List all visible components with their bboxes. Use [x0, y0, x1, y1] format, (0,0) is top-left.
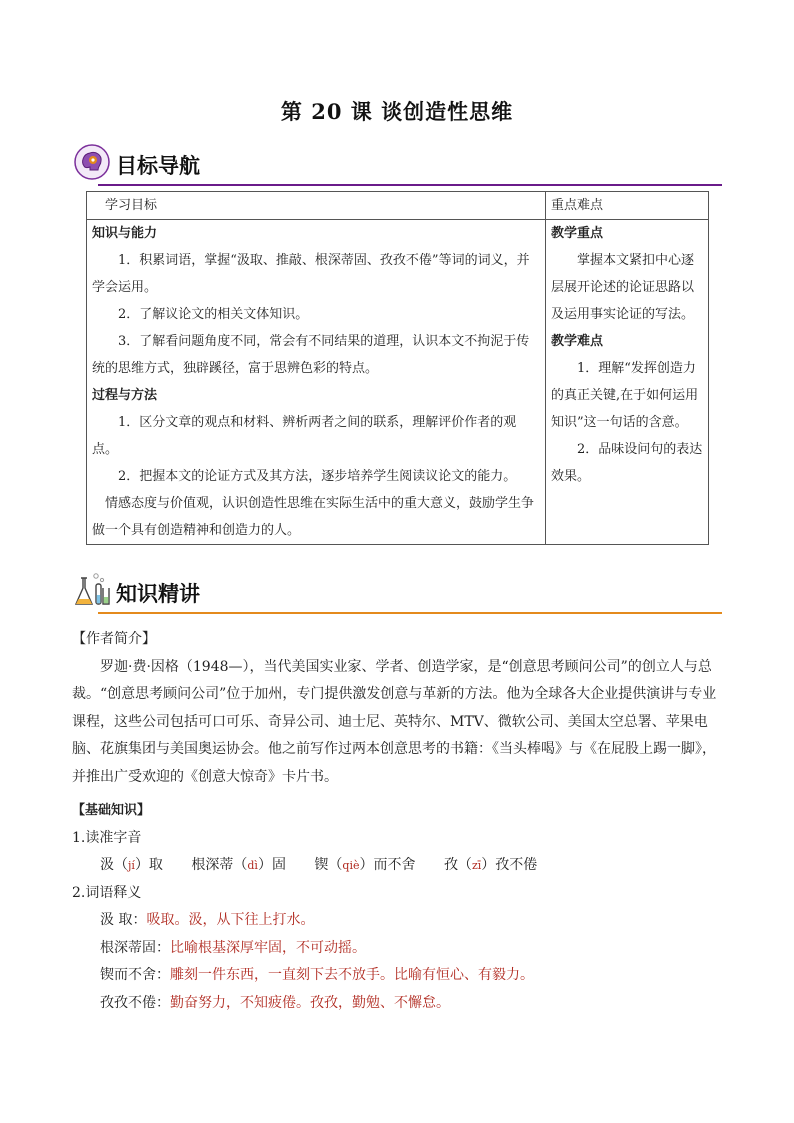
divider	[98, 612, 722, 614]
section-title-goals: 目标导航	[116, 154, 200, 178]
paragraph: 1．积累词语，掌握“汲取、推敲、根深蒂固、孜孜不倦”等词的词义，并学会运用。	[92, 253, 530, 295]
pronunciation-list	[72, 852, 724, 880]
paragraph: 2．把握本文的论证方式及其方法，逐步培养学生阅读议论文的能力。	[118, 469, 517, 484]
definition: 勤奋努力，不知疲倦。孜孜，勤勉、不懈怠。	[170, 994, 450, 1011]
table-header-key-points: 重点难点	[546, 192, 709, 220]
table-row	[87, 192, 709, 220]
subheading: 知识与能力	[92, 226, 158, 241]
paragraph: 1．区分文章的观点和材料、辨析两者之间的联系，理解评价作者的观点。	[92, 415, 517, 457]
definition-item	[72, 907, 724, 935]
section-header-goals	[72, 142, 722, 186]
question-pronunciation: 1.读准字音	[72, 829, 142, 846]
divider	[98, 184, 722, 186]
table-row	[87, 220, 709, 545]
pinyin: dì	[247, 859, 258, 872]
author-heading: 【作者简介】	[72, 631, 156, 647]
definition-item	[72, 935, 724, 963]
definition-item	[72, 962, 724, 990]
definition: 吸取。汲，从下往上打水。	[146, 912, 315, 928]
table-header-goals: 学习目标	[87, 192, 546, 220]
author-intro	[72, 626, 724, 791]
section-header-knowledge	[72, 570, 722, 614]
lab-flask-icon	[72, 570, 112, 610]
page-title: 第 20 课 谈创造性思维	[280, 99, 514, 124]
basics-heading: 【基础知识】	[72, 803, 151, 818]
pinyin: qiè	[342, 859, 360, 872]
paragraph: 2．了解议论文的相关文体知识。	[118, 307, 309, 322]
pinyin: jí	[128, 859, 135, 872]
brain-gear-icon	[72, 142, 112, 182]
pinyin: zī	[471, 859, 482, 872]
pronunciation-item: 锲（qiè）而不舍	[314, 857, 416, 873]
definition: 雕刻一件东西，一直刻下去不放手。比喻有恒心、有毅力。	[170, 967, 534, 983]
paragraph: 掌握本文紧扣中心逐层展开论述的论证思路以及运用事实论证的写法。	[551, 253, 695, 322]
definition-item	[72, 990, 724, 1018]
paragraph: 情感态度与价值观，认识创造性思维在实际生活中的重大意义，鼓励学生争做一个具有创造精神和创造力的人。	[92, 496, 535, 538]
goals-cell	[87, 220, 546, 545]
definition: 比喻根基深厚牢固，不可动摇。	[170, 939, 366, 956]
pronunciation-item: 根深蒂（dì）固	[191, 857, 286, 873]
subheading: 教学重点	[551, 226, 604, 241]
pronunciation-item: 孜（zī）孜不倦	[443, 857, 538, 873]
author-text: 罗迦·费·因格（1948—），当代美国实业家、学者、创造学家，是“创意思考顾问公司”的创立人与总裁。“创意思考顾问公司”位于加州，专门提供激发创意与革新的方法。他为全球各大企业提供演讲与专业课程，这些公司包括可口可乐、奇异公司、迪士尼、英特尔、MTV、微软公司、美国太空总署、苹果电脑、花旗集团与美国奥运协会。他之前写作过两本创意思考的书籍：《当头棒喝》与《在屁股上踢一脚》，并推出广受欢迎的《创意大惊奇》卡片书。	[72, 658, 717, 785]
term: 锲而不舍：	[100, 967, 170, 983]
pronunciation-item: 汲（jí）取	[100, 857, 163, 873]
term: 根深蒂固：	[100, 939, 170, 956]
paragraph: 3．了解看问题角度不同，常会有不同结果的道理，认识本文不拘泥于传统的思维方式，独辟蹊径，富于思辨色彩的特点。	[92, 334, 530, 376]
question-definitions: 2.词语释义	[72, 884, 142, 901]
subheading: 教学难点	[551, 334, 604, 349]
subheading: 过程与方法	[92, 388, 158, 403]
paragraph: 1．理解“发挥创造力的真正关键,在于如何运用知识”这一句话的含意。	[551, 361, 699, 430]
key-points-cell	[546, 220, 709, 545]
term: 孜孜不倦：	[100, 994, 170, 1011]
goals-table	[86, 191, 709, 545]
paragraph: 2．品味设问句的表达效果。	[551, 442, 703, 484]
basic-knowledge	[72, 797, 724, 1017]
term: 汲 取：	[100, 912, 147, 928]
section-title-knowledge: 知识精讲	[116, 582, 200, 606]
